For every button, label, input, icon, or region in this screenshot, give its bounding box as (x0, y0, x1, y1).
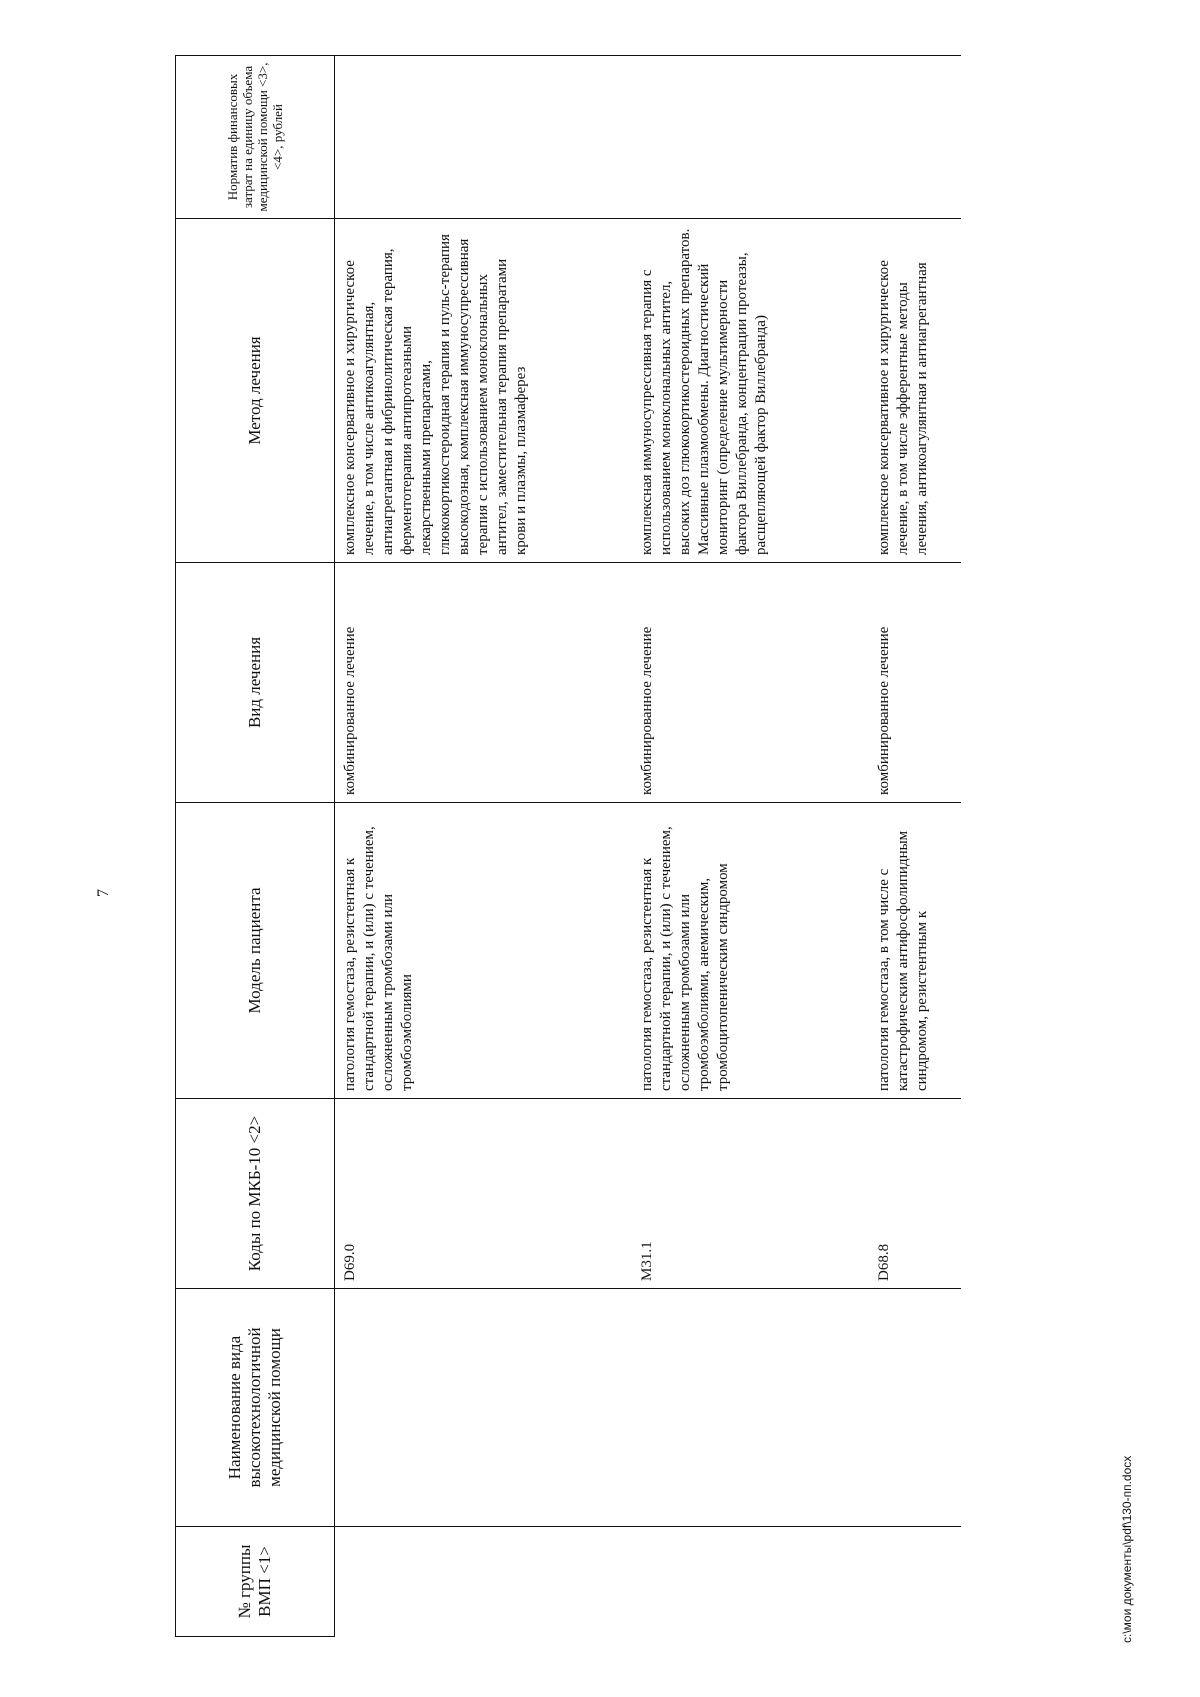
header-patient-model: Модель пациента (176, 803, 335, 1099)
cell-icd-code: D68.8 (869, 1099, 961, 1289)
table-row (869, 56, 961, 1637)
footer-file-path: c:\мои документы\pdf\130-пп.docx (1120, 1455, 1134, 1643)
header-cost-standard: Норматив финансовых затрат на единицу объема медицинской помощи <3>, <4>, рублей (176, 56, 335, 219)
header-vmp-name: Наименование вида высокотехнологичной медицинской помощи (176, 1289, 335, 1527)
cell-treatment-type: комбинированное лечение (869, 563, 961, 803)
cell-vmp-name (869, 1289, 961, 1527)
cell-vmp-name (335, 1289, 633, 1527)
cell-patient-model: патология гемостаза, в том числе с катастрофическим антифосфолипидным синдромом, резистентным к (869, 803, 961, 1099)
cell-treatment-method: комплексное консервативное и хирургическое лечение, в том числе антикоагулянтная, антиагрегантная и фибринолитическая терапия, ферментотерапия антипротеазными лекарственными препаратами, глюкокортикостероидная терапия и пульс-терапия высокодозная, комплексная иммуносупрессивная терапия с использованием моноклональных антител, заместительная терапия препаратами крови и плазмы, плазмаферез (335, 219, 633, 563)
header-treatment-method: Метод лечения (176, 219, 335, 563)
cell-treatment-method: комплексное консервативное и хирургическое лечение, в том числе эфферентные методы лечения, антикоагулянтная и антиагрегантная (869, 219, 961, 563)
header-icd-codes: Коды по МКБ-10 <2> (176, 1099, 335, 1289)
table-row (632, 56, 869, 1637)
table-row (335, 56, 633, 1637)
table-header-row (176, 56, 335, 1637)
cell-patient-model: патология гемостаза, резистентная к стандартной терапии, и (или) с течением, осложненным тромбозами или тромбоэмболиями (335, 803, 633, 1099)
cell-group-no (632, 1527, 869, 1637)
cell-cost-standard (632, 56, 869, 219)
vmp-table (175, 55, 961, 1637)
cell-group-no (335, 1527, 633, 1637)
cell-group-no (869, 1527, 961, 1637)
cell-vmp-name (632, 1289, 869, 1527)
cell-cost-standard (335, 56, 633, 219)
header-group-no: № группы ВМП <1> (176, 1527, 335, 1637)
header-treatment-type: Вид лечения (176, 563, 335, 803)
cell-cost-standard (869, 56, 961, 219)
cell-icd-code: M31.1 (632, 1099, 869, 1289)
page-number: 7 (95, 889, 112, 897)
cell-treatment-method: комплексная иммуносупрессивная терапия с использованием моноклональных антител, высоких доз глюкокортикостероидных препаратов. Массивные плазмообмены. Диагностический мониторинг (определение мультимерности фактора Виллебранда, концентрации протеазы, расщепляющей фактор Виллебранда) (632, 219, 869, 563)
cell-icd-code: D69.0 (335, 1099, 633, 1289)
cell-treatment-type: комбинированное лечение (335, 563, 633, 803)
cell-patient-model: патология гемостаза, резистентная к стандартной терапии, и (или) с течением, осложненным тромбозами или тромбоэмболиями, анемическим, тромбоцитопеническим синдромом (632, 803, 869, 1099)
cell-treatment-type: комбинированное лечение (632, 563, 869, 803)
